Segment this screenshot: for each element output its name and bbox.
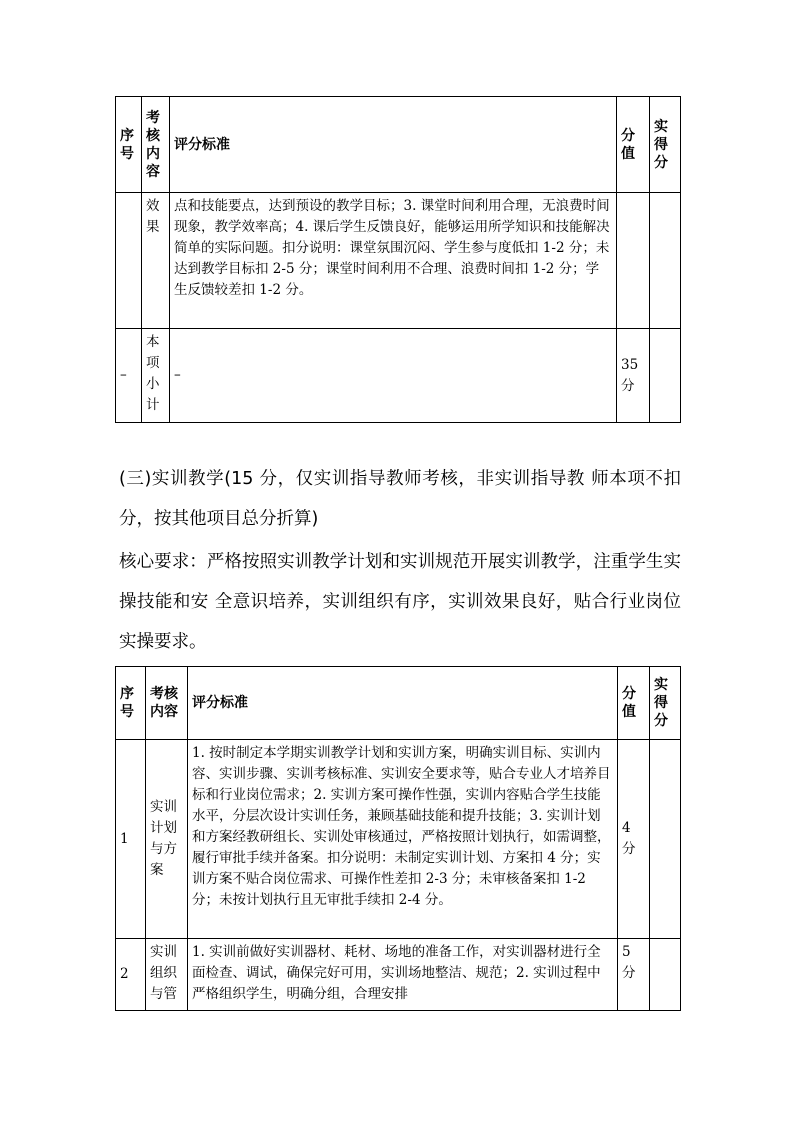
row-score: 4 分 — [618, 740, 650, 939]
section-requirement: 核心要求：严格按照实训教学计划和实训规范开展实训教学，注重学生实操技能和安 全意识培养，实训组织有序，实训效果良好，贴合行业岗位实操要求。 — [119, 552, 681, 652]
row-item: 实训组织与管 — [146, 939, 188, 1011]
header-got: 实得分 — [650, 667, 681, 740]
row-no: 2 — [116, 939, 146, 1011]
header-score: 分值 — [618, 667, 650, 740]
table-row — [116, 193, 681, 329]
header-score: 分值 — [617, 97, 650, 193]
header-no: 序号 — [116, 97, 142, 193]
row-got — [650, 939, 681, 1011]
header-criteria: 评分标准 — [188, 667, 618, 740]
row-score: 5 分 — [618, 939, 650, 1011]
header-criteria: 评分标准 — [170, 97, 617, 193]
row-item: 实训计划与方案 — [146, 740, 188, 939]
section-heading: (三)实训教学(15 分，仅实训指导教师考核，非实训指导教 师本项不扣分，按其他项目总分折算) — [119, 469, 681, 529]
row-got — [650, 193, 681, 329]
training-scoring-table — [115, 666, 681, 1011]
header-got: 实得分 — [650, 97, 681, 193]
header-item: 考核内容 — [142, 97, 170, 193]
row-criteria: 1. 实训前做好实训器材、耗材、场地的准备工作，对实训器材进行全面检查、调试，确保完好可用，实训场地整洁、规范；2. 实训过程中严格组织学生，明确分组，合理安排 — [188, 939, 618, 1011]
row-criteria: 点和技能要点，达到预设的教学目标；3. 课堂时间利用合理，无浪费时间现象，教学效率高；4. 课后学生反馈良好，能够运用所学知识和技能解决简单的实际问题。扣分说明：课堂氛围沉闷、学生参与度低扣 1-2 分；未达到教学目标扣 2-5 分；课堂时间利用不合理、浪费时间扣 1-2 分；学生反馈较差扣 1-2 分。 — [170, 193, 617, 329]
row-item: 效果 — [142, 193, 170, 329]
table-header-row — [116, 667, 681, 740]
row-no: 1 — [116, 740, 146, 939]
subtotal-item: 本项小计 — [142, 329, 170, 423]
row-no — [116, 193, 142, 329]
row-score — [617, 193, 650, 329]
header-no: 序号 — [116, 667, 146, 740]
table-row — [116, 939, 681, 1011]
header-item: 考核内容 — [146, 667, 188, 740]
scoring-table-continued — [115, 96, 681, 423]
subtotal-no: – — [116, 329, 142, 423]
row-criteria: 1. 按时制定本学期实训教学计划和实训方案，明确实训目标、实训内容、实训步骤、实训考核标准、实训安全要求等，贴合专业人才培养目标和行业岗位需求；2. 实训方案可操作性强，实训内容贴合学生技能水平，分层次设计实训任务，兼顾基础技能和提升技能；3. 实训计划和方案经教研组长、实训处审核通过，严格按照计划执行，如需调整，履行审批手续并备案。扣分说明：未制定实训计划、方案扣 4 分；实训方案不贴合岗位需求、可操作性差扣 2-3 分；未审核备案扣 1-2 分；未按计划执行且无审批手续扣 2-4 分。 — [188, 740, 618, 939]
row-got — [650, 740, 681, 939]
subtotal-score: 35 分 — [617, 329, 650, 423]
subtotal-criteria: – — [170, 329, 617, 423]
table-header-row — [116, 97, 681, 193]
subtotal-got — [650, 329, 681, 423]
subtotal-row — [116, 329, 681, 423]
table-row — [116, 740, 681, 939]
